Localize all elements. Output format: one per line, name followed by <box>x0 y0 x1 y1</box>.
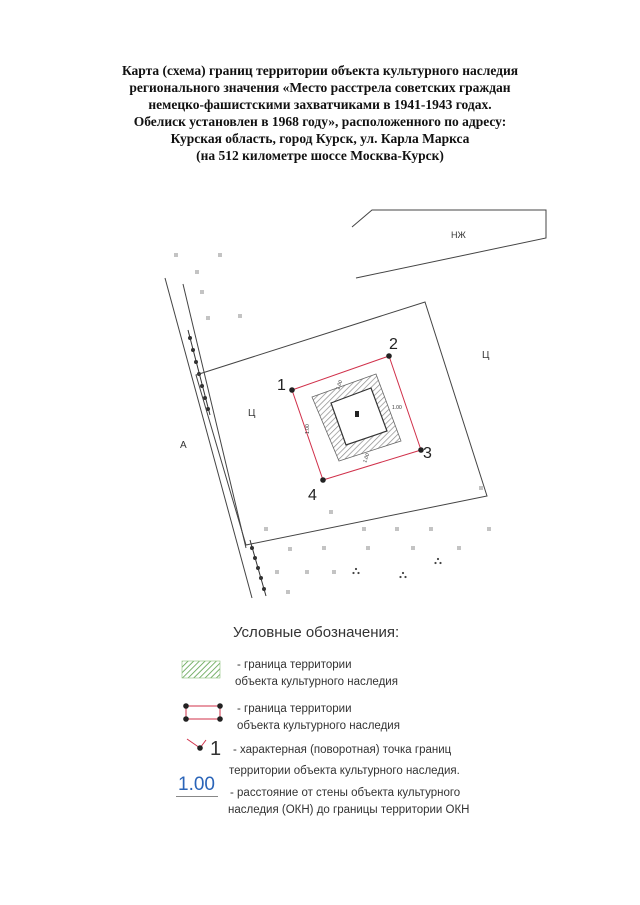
point-1-marker <box>289 387 295 393</box>
title-line-5: Курская область, город Курск, ул. Карла Маркса <box>170 131 470 146</box>
ts-label-left: Ц <box>248 408 256 419</box>
road-edge-left <box>165 278 252 598</box>
point-4-marker <box>320 477 326 483</box>
legend-boundary-symbol <box>183 703 223 722</box>
legend-item-3-line-1: - характерная (поворотная) точка границ <box>233 744 452 756</box>
obelisk-marker <box>355 411 359 417</box>
legend-item-1 <box>235 657 398 691</box>
legend-point-number: 1 <box>210 738 222 760</box>
title-line-6: (на 512 километре шоссе Москва-Курск) <box>196 148 444 163</box>
legend-item-2-line-1: - граница территории <box>237 703 352 715</box>
nzh-building-outline <box>352 210 546 278</box>
point-3-label: 3 <box>423 445 432 462</box>
legend-distance-number: 1.00 <box>178 774 215 795</box>
road-label-a: А <box>180 440 187 451</box>
legend-hatch-symbol <box>182 661 220 678</box>
ts-label-right: Ц <box>482 350 490 361</box>
distance-label-left: 1.00 <box>305 424 311 434</box>
legend-item-3-line-2: территории объекта культурного наследия. <box>229 765 460 777</box>
legend-item-1-line-2: объекта культурного наследия <box>235 676 398 688</box>
legend-item-1-line-1: - граница территории <box>237 659 352 671</box>
distance-label-bottom: 1.00 <box>362 452 372 464</box>
title-line-4: Обелиск установлен в 1968 году», расположенного по адресу: <box>133 114 507 129</box>
distance-label-right: 1.00 <box>392 405 402 411</box>
legend-item-2-line-2: объекта культурного наследия <box>237 720 400 732</box>
title-line-3: немецко-фашистскими захватчиками в 1941-1943 годах. <box>148 97 492 112</box>
point-2-marker <box>386 353 392 359</box>
title-line-1: Карта (схема) границ территории объекта культурного наследия <box>121 63 519 78</box>
legend-item-4 <box>230 785 470 819</box>
point-4-label: 4 <box>308 487 317 504</box>
title-line-2: регионального значения «Место расстрела советских граждан <box>129 80 511 95</box>
road-edge-right <box>183 284 246 548</box>
legend-distance-underline <box>176 796 218 797</box>
nzh-label: НЖ <box>451 230 466 240</box>
legend-point-symbol <box>187 739 206 751</box>
distance-label-top: 1.00 <box>335 379 345 391</box>
legend-item-4-line-1: - расстояние от стены объекта культурного <box>230 787 461 799</box>
point-1-label: 1 <box>277 377 286 394</box>
point-2-label: 2 <box>389 336 398 353</box>
fence-lower <box>250 540 266 596</box>
legend-title: Условные обозначения: <box>233 624 400 641</box>
legend-item-4-line-2: наследия (ОКН) до границы территории ОКН <box>228 804 470 816</box>
legend-item-2 <box>237 701 400 735</box>
tree-symbols <box>352 558 441 578</box>
